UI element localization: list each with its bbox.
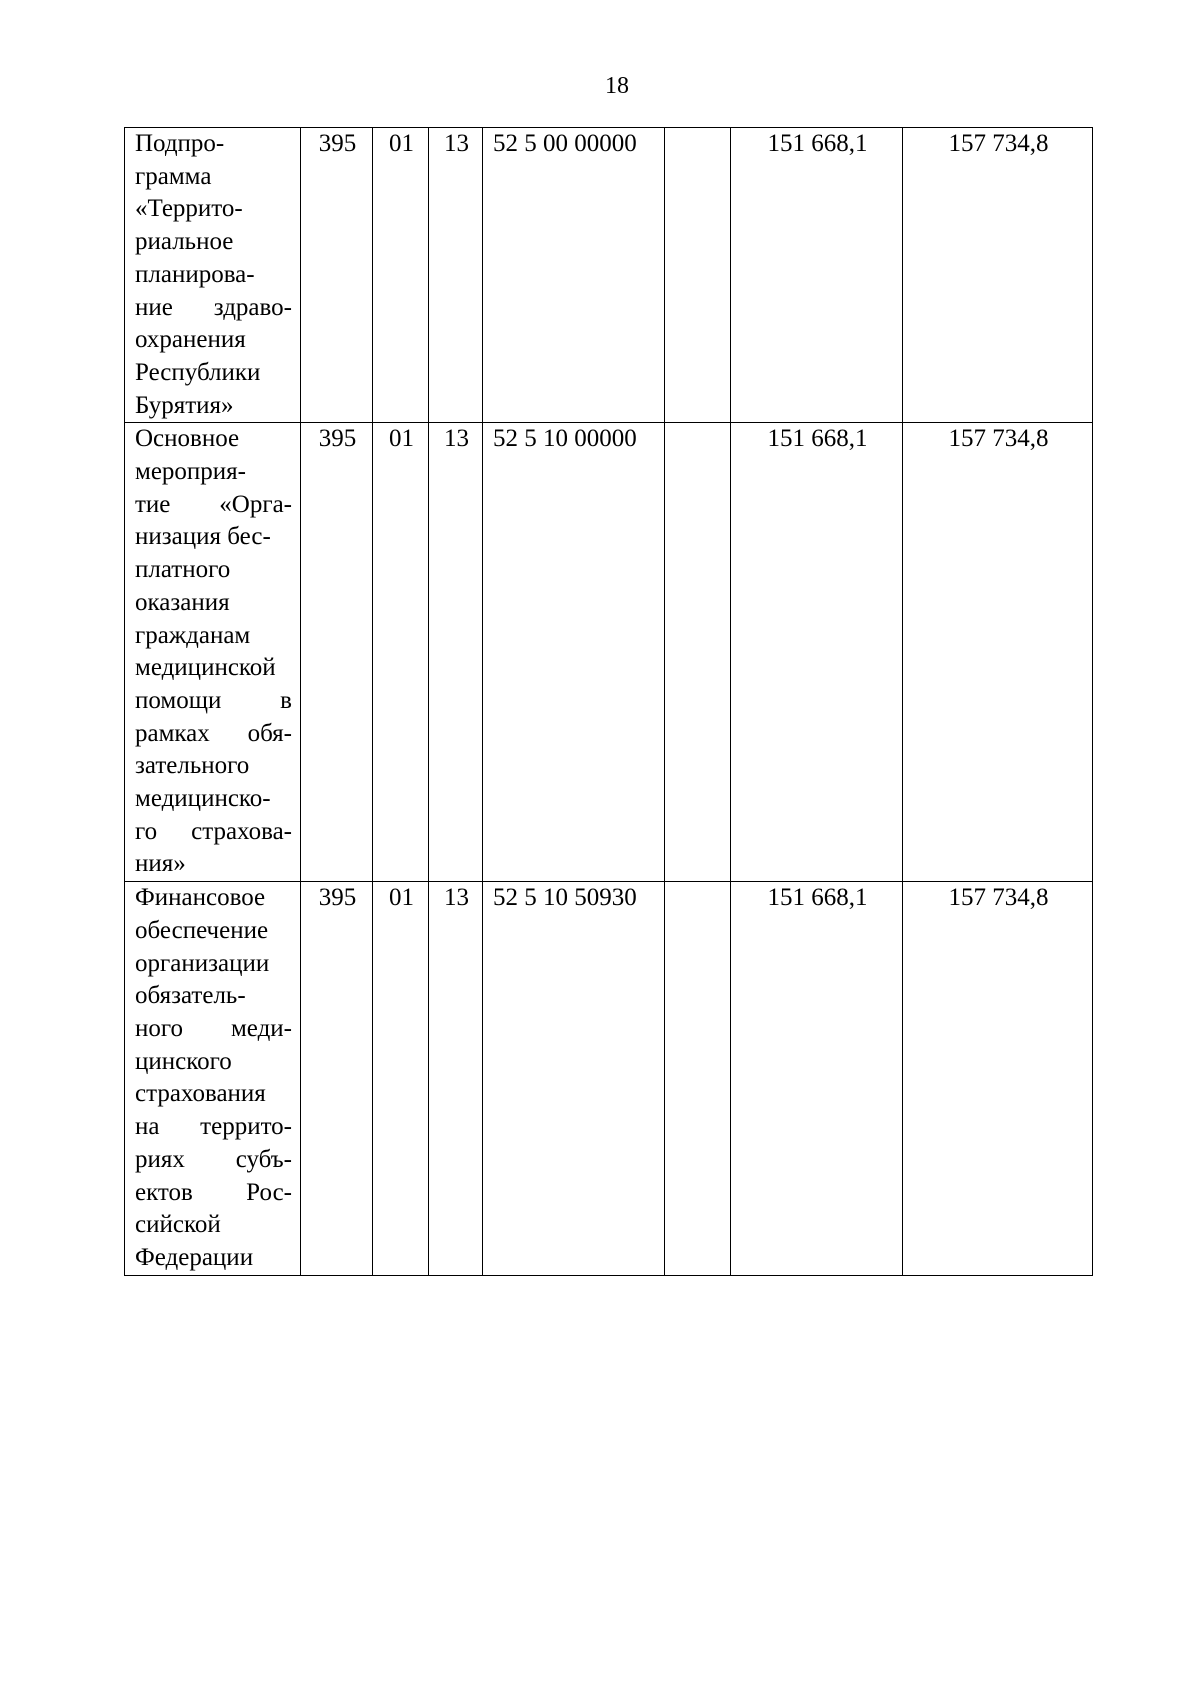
name-line: ного меди- xyxy=(135,1014,292,1042)
section-code: 01 xyxy=(373,128,429,423)
name-line: тие «Орга- xyxy=(135,490,292,518)
expense-type-code xyxy=(665,423,731,882)
target-article-code: 52 5 00 00000 xyxy=(483,128,665,423)
amount-year-2: 157 734,8 xyxy=(903,882,1093,1275)
name-line: ектов Рос- xyxy=(135,1178,292,1206)
subsection-code: 13 xyxy=(429,882,483,1275)
name-line: платного xyxy=(135,556,231,584)
target-article-code: 52 5 10 50930 xyxy=(483,882,665,1275)
name-line: на террито- xyxy=(135,1113,292,1141)
name-line: цинского xyxy=(135,1047,232,1075)
name-line: Финансовое xyxy=(135,884,266,912)
row-name-cell xyxy=(125,423,301,882)
ministry-code: 395 xyxy=(301,882,373,1275)
subsection-code: 13 xyxy=(429,423,483,882)
page-number: 18 xyxy=(605,73,629,99)
name-line: риях субъ- xyxy=(135,1145,292,1173)
name-line: медицинской xyxy=(135,654,276,682)
name-line: мероприя- xyxy=(135,458,246,486)
name-line: сийской xyxy=(135,1211,221,1239)
name-line: обязатель- xyxy=(135,982,246,1010)
budget-table xyxy=(124,127,1093,1276)
ministry-code: 395 xyxy=(301,423,373,882)
name-line: Бурятия» xyxy=(135,391,234,419)
amount-year-2: 157 734,8 xyxy=(903,128,1093,423)
subsection-code: 13 xyxy=(429,128,483,423)
name-line: планирова- xyxy=(135,260,255,288)
section-code: 01 xyxy=(373,882,429,1275)
amount-year-2: 157 734,8 xyxy=(903,423,1093,882)
name-line: «Террито- xyxy=(135,195,243,223)
name-line: ния» xyxy=(135,850,186,878)
name-line: Основное xyxy=(135,425,240,453)
name-line: обеспечение xyxy=(135,916,269,944)
name-line: го страхова- xyxy=(135,817,292,845)
table-row xyxy=(125,882,1093,1275)
name-line: медицинско- xyxy=(135,785,271,813)
target-article-code: 52 5 10 00000 xyxy=(483,423,665,882)
ministry-code: 395 xyxy=(301,128,373,423)
table-row xyxy=(125,423,1093,882)
name-line: ние здраво- xyxy=(135,293,292,321)
name-line: помощи в xyxy=(135,686,292,714)
name-line: Республики xyxy=(135,358,261,386)
name-line: организации xyxy=(135,949,270,977)
amount-year-1: 151 668,1 xyxy=(731,128,903,423)
section-code: 01 xyxy=(373,423,429,882)
name-line: грамма xyxy=(135,162,212,190)
amount-year-1: 151 668,1 xyxy=(731,423,903,882)
name-line: страхования xyxy=(135,1080,266,1108)
name-line: охранения xyxy=(135,326,246,354)
name-line: зательного xyxy=(135,752,250,780)
expense-type-code xyxy=(665,882,731,1275)
table-row xyxy=(125,128,1093,423)
row-name-cell xyxy=(125,882,301,1275)
name-line: низация бес- xyxy=(135,523,271,551)
expense-type-code xyxy=(665,128,731,423)
name-line: оказания xyxy=(135,588,230,616)
name-line: риальное xyxy=(135,228,234,256)
row-name-cell xyxy=(125,128,301,423)
name-line: Подпро- xyxy=(135,130,225,157)
amount-year-1: 151 668,1 xyxy=(731,882,903,1275)
name-line: рамках обя- xyxy=(135,719,292,747)
name-line: Федерации xyxy=(135,1243,254,1271)
name-line: гражданам xyxy=(135,621,251,649)
